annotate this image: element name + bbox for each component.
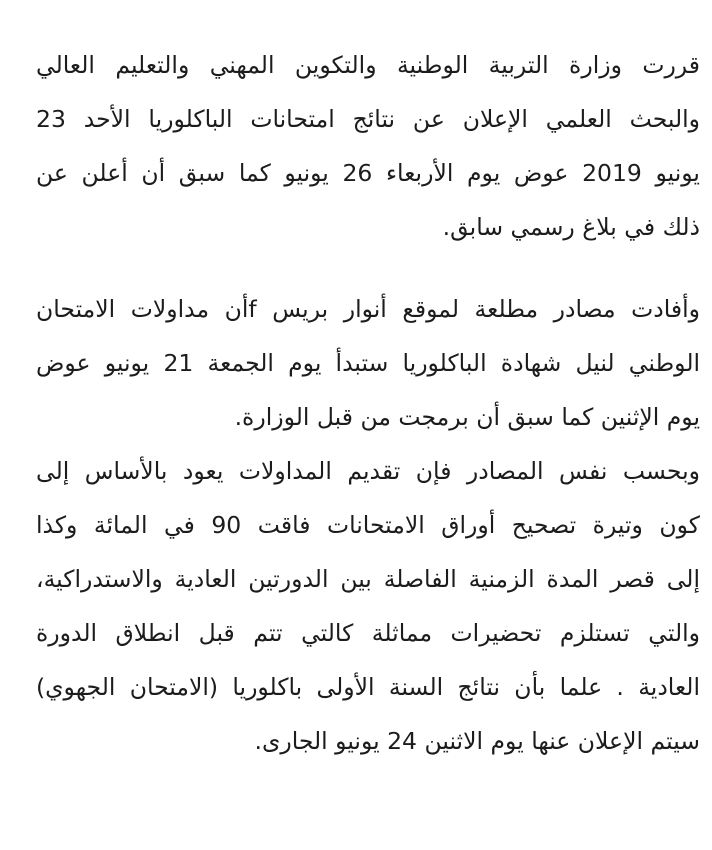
text-line: إلى قصر المدة الزمنية الفاصلة بين الدورتين العادية والاستدراكية، — [36, 565, 700, 593]
text-line: العادية . علما بأن نتائج السنة الأولى باكلوريا (الامتحان الجهوي) — [36, 673, 700, 701]
text-line: سيتم الإعلان عنها يوم الاثنين 24 يونيو الجارى. — [254, 727, 700, 755]
text-line: وأفادت مصادر مطلعة لموقع أنوار بريس fأن مداولات الامتحان — [36, 295, 700, 323]
text-line: كون وتيرة تصحيح أوراق الامتحانات فاقت 90 في المائة وكذا — [36, 511, 700, 539]
text-line: والبحث العلمي الإعلان عن نتائج امتحانات الباكلوريا الأحد 23 — [36, 105, 700, 133]
text-line: والتي تستلزم تحضيرات مماثلة كالتي تتم قبل انطلاق الدورة — [36, 619, 700, 647]
paragraph-deliberations-start — [36, 282, 700, 444]
text-line: الوطني لنيل شهادة الباكلوريا ستبدأ يوم الجمعة 21 يونيو عوض — [36, 349, 701, 377]
text-line: قررت وزارة التربية الوطنية والتكوين المهني والتعليم العالي — [36, 51, 700, 79]
paragraph-reasons — [36, 444, 700, 768]
text-line: وبحسب نفس المصادر فإن تقديم المداولات يعود بالأساس إلى — [36, 457, 700, 485]
text-line: يونيو 2019 عوض يوم الأربعاء 26 يونيو كما سبق أن أعلن عن — [36, 159, 700, 187]
text-line: ذلك في بلاغ رسمي سابق. — [442, 213, 700, 241]
paragraph-spacer — [36, 254, 700, 282]
paragraph-results-date — [36, 38, 700, 254]
text-line: يوم الإثنين كما سبق أن برمجت من قبل الوزارة. — [234, 403, 700, 431]
